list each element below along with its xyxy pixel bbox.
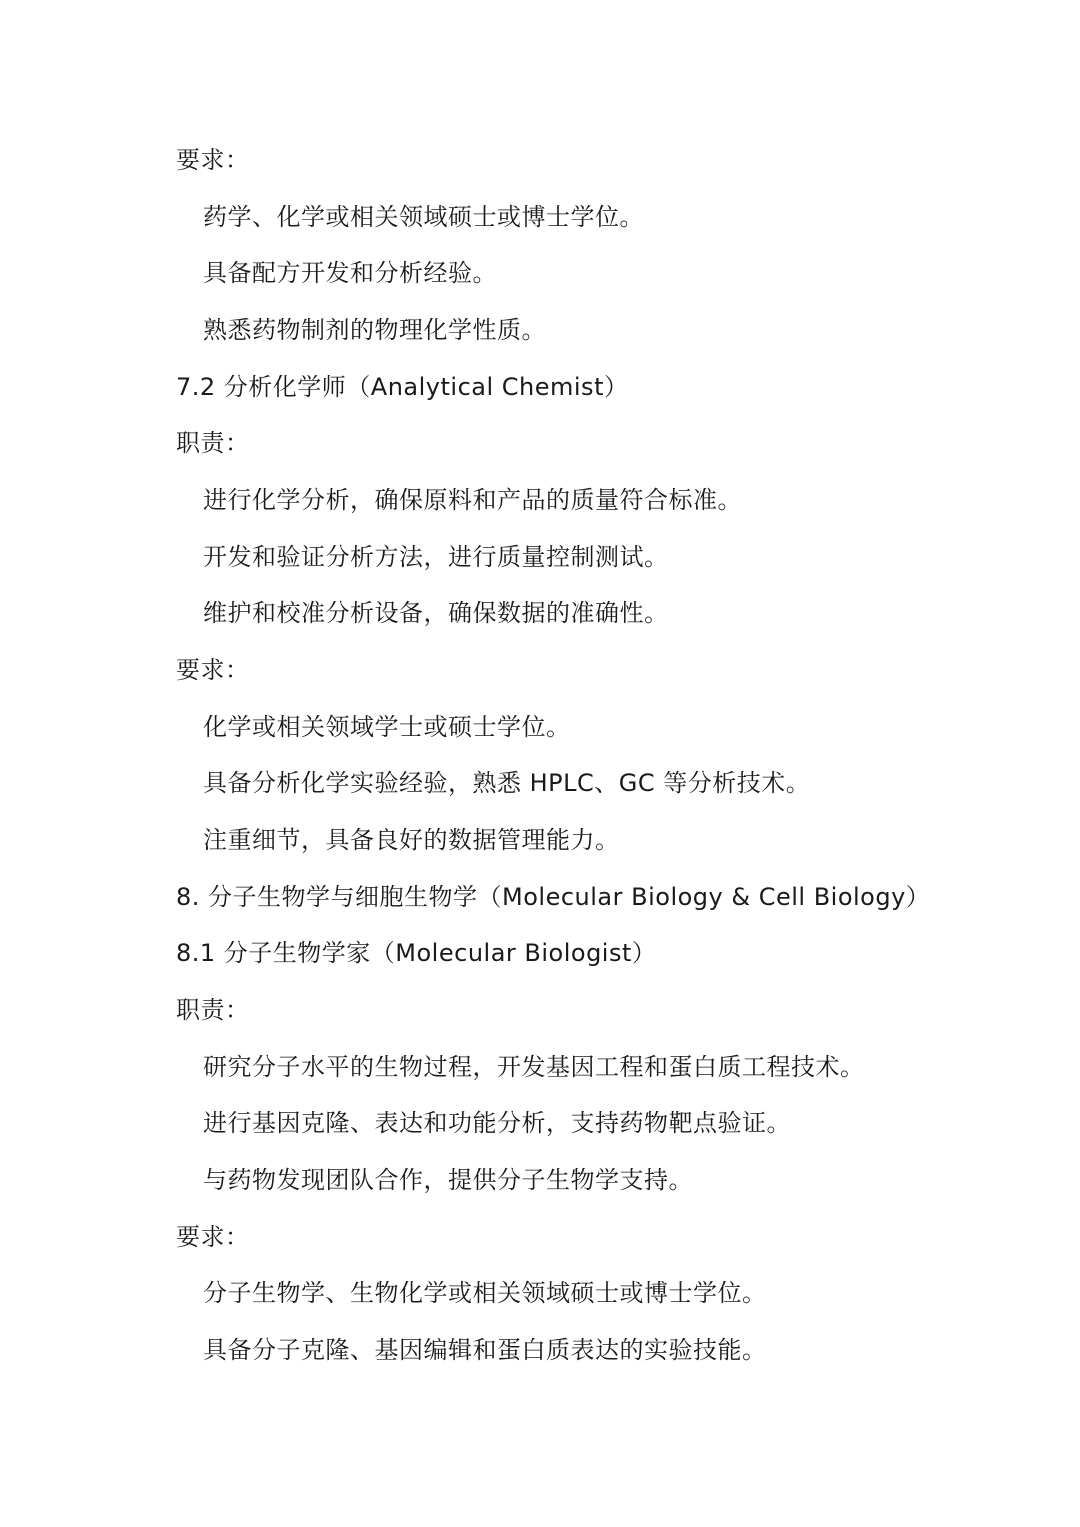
requirements-heading: 要求： (176, 656, 250, 684)
list-item: 进行基因克隆、表达和功能分析，支持药物靶点验证。 (203, 1109, 791, 1137)
requirements-heading: 要求： (176, 1223, 250, 1251)
list-item: 注重细节，具备良好的数据管理能力。 (203, 826, 620, 854)
list-item: 具备分析化学实验经验，熟悉 HPLC、GC 等分析技术。 (203, 769, 811, 797)
requirements-heading: 要求： (176, 146, 250, 174)
duties-heading: 职责： (176, 429, 250, 457)
list-item: 研究分子水平的生物过程，开发基因工程和蛋白质工程技术。 (203, 1053, 865, 1081)
list-item: 具备分子克隆、基因编辑和蛋白质表达的实验技能。 (203, 1336, 767, 1364)
list-item: 熟悉药物制剂的物理化学性质。 (203, 316, 546, 344)
list-item: 化学或相关领域学士或硕士学位。 (203, 713, 571, 741)
section-heading-8-1: 8.1 分子生物学家（Molecular Biologist） (176, 939, 657, 967)
list-item: 维护和校准分析设备，确保数据的准确性。 (203, 599, 669, 627)
list-item: 具备配方开发和分析经验。 (203, 259, 497, 287)
list-item: 药学、化学或相关领域硕士或博士学位。 (203, 203, 644, 231)
section-heading-7-2: 7.2 分析化学师（Analytical Chemist） (176, 373, 629, 401)
list-item: 分子生物学、生物化学或相关领域硕士或博士学位。 (203, 1279, 767, 1307)
list-item: 与药物发现团队合作，提供分子生物学支持。 (203, 1166, 693, 1194)
list-item: 开发和验证分析方法，进行质量控制测试。 (203, 543, 669, 571)
section-heading-8: 8. 分子生物学与细胞生物学（Molecular Biology & Cell Biology） (176, 883, 931, 911)
duties-heading: 职责： (176, 996, 250, 1024)
list-item: 进行化学分析，确保原料和产品的质量符合标准。 (203, 486, 742, 514)
